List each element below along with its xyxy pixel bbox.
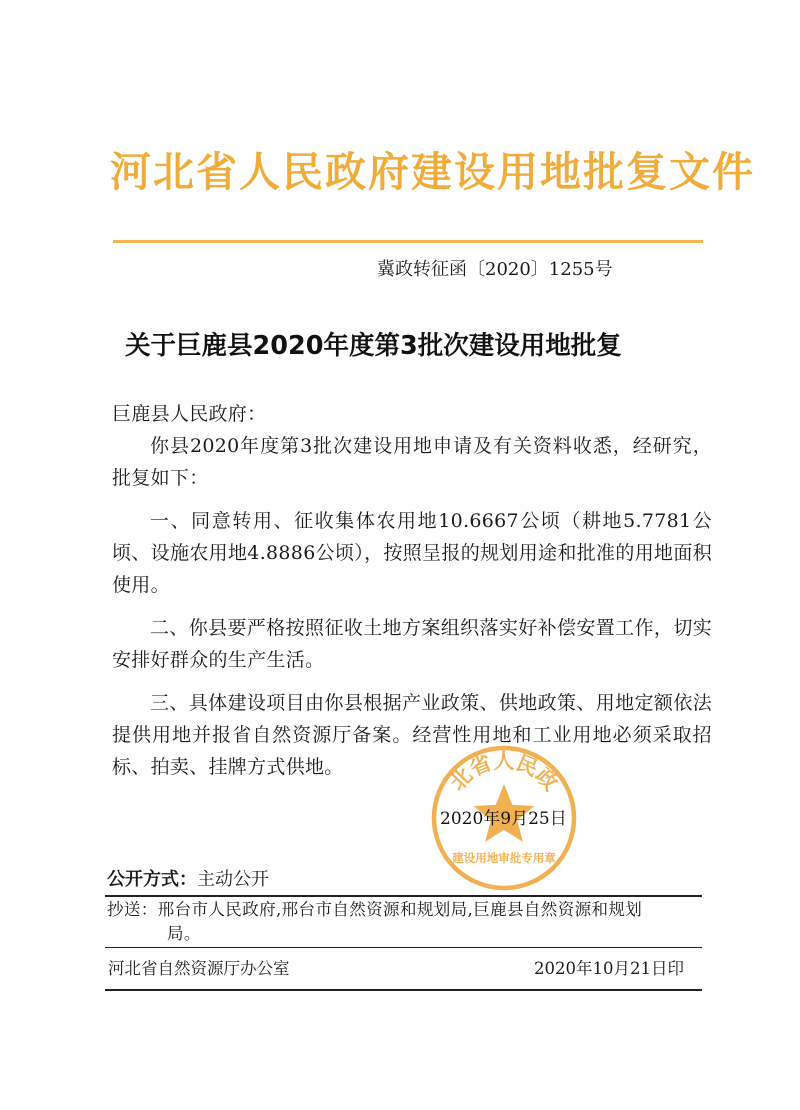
issuer-title: 河北省人民政府建设用地批复文件 [110, 148, 755, 196]
disclosure-line [107, 866, 269, 894]
seal-top-text: 北省人民政 [445, 749, 563, 796]
footer-rule-middle [105, 947, 702, 948]
header-rule [113, 240, 703, 243]
document-title: 关于巨鹿县2020年度第3批次建设用地批复 [125, 331, 622, 361]
disclosure-label: 公开方式： [107, 869, 197, 890]
print-date: 2020年10月21日印 [534, 959, 684, 978]
cc-line-1: 抄送：邢台市人民政府,邢台市自然资源和规划局,巨鹿县自然资源和规划 [107, 900, 643, 919]
document-body [112, 398, 712, 783]
paragraph-item-1: 一、同意转用、征收集体农用地10.6667公顷（耕地5.7781公顷、设施农用地4.8886公顷），按照呈报的规划用途和批准的用地面积使用。 [112, 510, 712, 596]
salutation: 巨鹿县人民政府： [112, 403, 267, 425]
footer-rule-bottom [105, 989, 702, 991]
document-number: 冀政转征函〔2020〕1255号 [377, 259, 613, 280]
paragraph-item-2: 二、你县要严格按照征收土地方案组织落实好补偿安置工作，切实安排好群众的生产生活。 [112, 617, 712, 671]
seal-bottom-text: 建设用地审批专用章 [452, 851, 556, 865]
disclosure-value: 主动公开 [197, 869, 269, 890]
signed-date: 2020年9月25日 [440, 809, 567, 829]
issuing-office: 河北省自然资源厅办公室 [108, 959, 290, 978]
cc-line-2: 局。 [167, 924, 201, 943]
paragraph-intro: 你县2020年度第3批次建设用地申请及有关资料收悉，经研究，批复如下： [112, 435, 712, 489]
cc-list [107, 898, 707, 946]
paragraph-item-3: 三、具体建设项目由你县根据产业政策、供地政策、用地定额依法提供用地并报省自然资源厅备案。经营性用地和工业用地必须采取招标、拍卖、挂牌方式供地。 [112, 692, 712, 778]
footer-rule-top [105, 895, 702, 897]
